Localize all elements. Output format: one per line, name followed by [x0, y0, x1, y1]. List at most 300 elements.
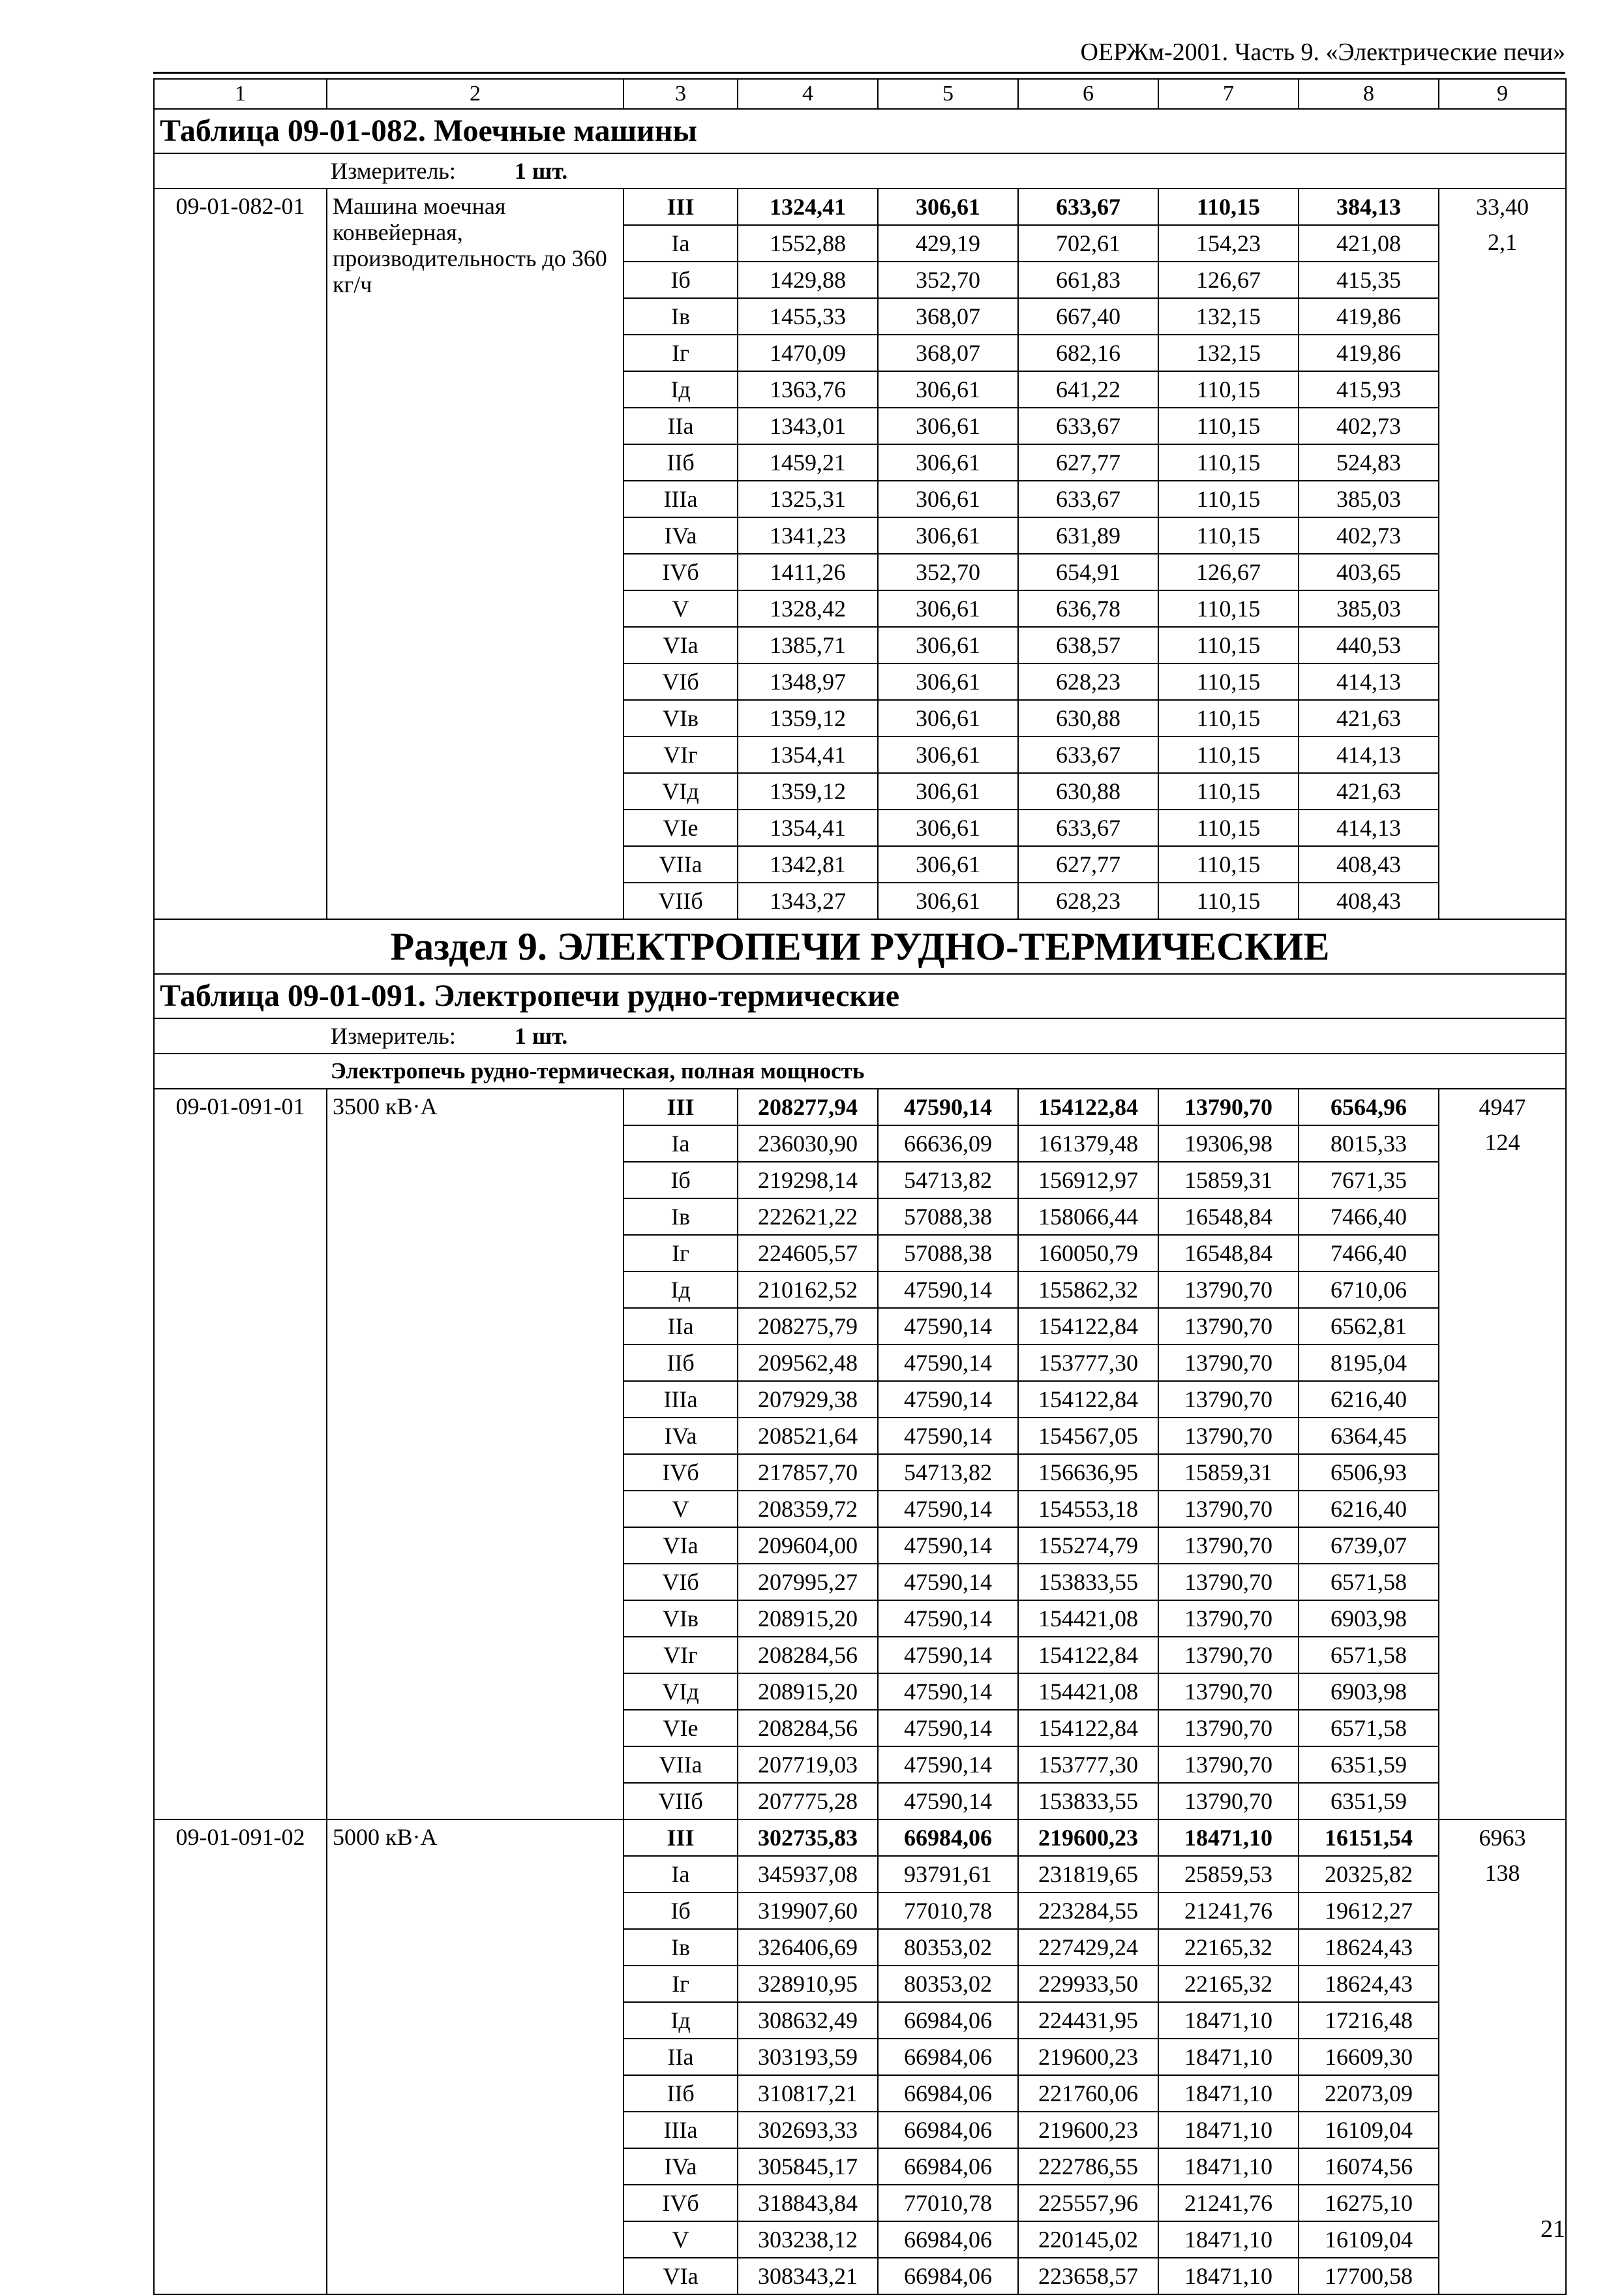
value-cell: 155274,79	[1018, 1527, 1158, 1564]
value-cell: 7671,35	[1299, 1162, 1439, 1198]
value-cell: 6364,45	[1299, 1418, 1439, 1454]
value-cell: 384,13	[1299, 189, 1439, 225]
region-cell: Iд	[624, 2002, 738, 2039]
value-cell: 208284,56	[738, 1710, 878, 1746]
value-cell: 224431,95	[1018, 2002, 1158, 2039]
value-cell: 352,70	[878, 262, 1018, 298]
region-cell: Iб	[624, 1892, 738, 1929]
value-cell: 219600,23	[1018, 2112, 1158, 2148]
value-cell: 110,15	[1158, 700, 1299, 737]
region-cell: VIa	[624, 1527, 738, 1564]
value-cell: 80353,02	[878, 1966, 1018, 2002]
region-cell: IIб	[624, 1345, 738, 1381]
value-cell: 633,67	[1018, 810, 1158, 846]
value-cell: 414,13	[1299, 810, 1439, 846]
section-title: Раздел 9. ЭЛЕКТРОПЕЧИ РУДНО-ТЕРМИЧЕСКИЕ	[154, 919, 1566, 974]
region-cell: VIe	[624, 1710, 738, 1746]
value-cell: 161379,48	[1018, 1125, 1158, 1162]
value-cell: 13790,70	[1158, 1527, 1299, 1564]
value-cell: 8015,33	[1299, 1125, 1439, 1162]
value-cell: 8195,04	[1299, 1345, 1439, 1381]
value-cell: 6216,40	[1299, 1491, 1439, 1527]
value-cell: 702,61	[1018, 225, 1158, 262]
region-cell: IIб	[624, 444, 738, 481]
subheading: Электропечь рудно-термическая, полная мощность	[154, 1054, 1566, 1089]
value-cell: 16548,84	[1158, 1198, 1299, 1235]
value-cell: 1455,33	[738, 298, 878, 335]
value-cell: 352,70	[878, 554, 1018, 590]
value-cell: 306,61	[878, 737, 1018, 773]
value-cell: 219600,23	[1018, 2039, 1158, 2075]
value-cell: 1385,71	[738, 627, 878, 663]
value-cell: 225557,96	[1018, 2185, 1158, 2221]
value-cell: 154122,84	[1018, 1308, 1158, 1345]
value-cell: 631,89	[1018, 517, 1158, 554]
column-9-value: 4947	[1479, 1094, 1526, 1120]
column-9-value: 124	[1484, 1129, 1520, 1155]
value-cell: 47590,14	[878, 1345, 1018, 1381]
region-cell: IIIa	[624, 2112, 738, 2148]
value-cell: 627,77	[1018, 444, 1158, 481]
value-cell: 154553,18	[1018, 1491, 1158, 1527]
value-cell: 421,63	[1299, 700, 1439, 737]
region-cell: Iв	[624, 1198, 738, 1235]
value-cell: 1359,12	[738, 773, 878, 810]
value-cell: 682,16	[1018, 335, 1158, 371]
value-cell: 1348,97	[738, 663, 878, 700]
value-cell: 524,83	[1299, 444, 1439, 481]
value-cell: 236030,90	[738, 1125, 878, 1162]
value-cell: 636,78	[1018, 590, 1158, 627]
value-cell: 17216,48	[1299, 2002, 1439, 2039]
value-cell: 1363,76	[738, 371, 878, 408]
value-cell: 154421,08	[1018, 1600, 1158, 1637]
value-cell: 308343,21	[738, 2258, 878, 2294]
value-cell: 6571,58	[1299, 1710, 1439, 1746]
value-cell: 66984,06	[878, 2002, 1018, 2039]
value-cell: 47590,14	[878, 1746, 1018, 1783]
region-cell: Ia	[624, 225, 738, 262]
value-cell: 207775,28	[738, 1783, 878, 1819]
value-cell: 66984,06	[878, 2112, 1018, 2148]
region-cell: IIa	[624, 2039, 738, 2075]
column-9-value: 2,1	[1488, 229, 1517, 255]
value-cell: 641,22	[1018, 371, 1158, 408]
value-cell: 306,61	[878, 846, 1018, 883]
value-cell: 13790,70	[1158, 1746, 1299, 1783]
value-cell: 66984,06	[878, 2221, 1018, 2258]
value-cell: 18471,10	[1158, 2221, 1299, 2258]
value-cell: 6216,40	[1299, 1381, 1439, 1418]
value-cell: 15859,31	[1158, 1162, 1299, 1198]
value-cell: 1325,31	[738, 481, 878, 517]
value-cell: 220145,02	[1018, 2221, 1158, 2258]
value-cell: 13790,70	[1158, 1637, 1299, 1673]
column-number: 5	[878, 79, 1018, 109]
value-cell: 13790,70	[1158, 1308, 1299, 1345]
value-cell: 153777,30	[1018, 1746, 1158, 1783]
unit-value: 1 шт.	[514, 1023, 568, 1049]
table-row	[154, 1089, 1566, 1125]
value-cell: 13790,70	[1158, 1710, 1299, 1746]
value-cell: 18471,10	[1158, 2039, 1299, 2075]
value-cell: 207719,03	[738, 1746, 878, 1783]
value-cell: 154122,84	[1018, 1637, 1158, 1673]
value-cell: 6506,93	[1299, 1454, 1439, 1491]
value-cell: 306,61	[878, 408, 1018, 444]
value-cell: 303193,59	[738, 2039, 878, 2075]
column-number: 3	[624, 79, 738, 109]
value-cell: 22073,09	[1299, 2075, 1439, 2112]
region-cell: Iв	[624, 298, 738, 335]
value-cell: 21241,76	[1158, 2185, 1299, 2221]
value-cell: 1341,23	[738, 517, 878, 554]
value-cell: 54713,82	[878, 1162, 1018, 1198]
value-cell: 429,19	[878, 225, 1018, 262]
region-cell: IIa	[624, 408, 738, 444]
value-cell: 633,67	[1018, 737, 1158, 773]
value-cell: 18624,43	[1299, 1966, 1439, 2002]
region-cell: VIIб	[624, 883, 738, 919]
region-cell: VIг	[624, 1637, 738, 1673]
value-cell: 110,15	[1158, 627, 1299, 663]
value-cell: 16548,84	[1158, 1235, 1299, 1271]
value-cell: 54713,82	[878, 1454, 1018, 1491]
item-code: 09-01-082-01	[154, 189, 327, 919]
value-cell: 223284,55	[1018, 1892, 1158, 1929]
value-cell: 219600,23	[1018, 1819, 1158, 1856]
value-cell: 1342,81	[738, 846, 878, 883]
value-cell: 440,53	[1299, 627, 1439, 663]
value-cell: 208284,56	[738, 1637, 878, 1673]
value-cell: 385,03	[1299, 590, 1439, 627]
value-cell: 415,93	[1299, 371, 1439, 408]
value-cell: 308632,49	[738, 2002, 878, 2039]
value-cell: 18624,43	[1299, 1929, 1439, 1966]
region-cell: VIг	[624, 737, 738, 773]
value-cell: 6571,58	[1299, 1637, 1439, 1673]
region-cell: VIв	[624, 1600, 738, 1637]
region-cell: Iг	[624, 335, 738, 371]
value-cell: 13790,70	[1158, 1600, 1299, 1637]
value-cell: 1470,09	[738, 335, 878, 371]
value-cell: 306,61	[878, 773, 1018, 810]
value-cell: 1411,26	[738, 554, 878, 590]
value-cell: 222786,55	[1018, 2148, 1158, 2185]
value-cell: 57088,38	[878, 1198, 1018, 1235]
value-cell: 110,15	[1158, 737, 1299, 773]
value-cell: 630,88	[1018, 773, 1158, 810]
value-cell: 306,61	[878, 700, 1018, 737]
column-9-value: 33,40	[1476, 194, 1529, 220]
value-cell: 209562,48	[738, 1345, 878, 1381]
region-cell: IVa	[624, 2148, 738, 2185]
value-cell: 47590,14	[878, 1637, 1018, 1673]
value-cell: 20325,82	[1299, 1856, 1439, 1892]
unit-cell	[154, 1018, 1566, 1054]
value-cell: 110,15	[1158, 481, 1299, 517]
value-cell: 414,13	[1299, 663, 1439, 700]
value-cell: 22165,32	[1158, 1966, 1299, 2002]
value-cell: 6903,98	[1299, 1673, 1439, 1710]
region-cell: VIe	[624, 810, 738, 846]
value-cell: 414,13	[1299, 737, 1439, 773]
table-title: Таблица 09-01-082. Моечные машины	[154, 109, 1566, 153]
value-cell: 47590,14	[878, 1783, 1018, 1819]
value-cell: 13790,70	[1158, 1381, 1299, 1418]
value-cell: 208915,20	[738, 1673, 878, 1710]
region-cell: III	[624, 1089, 738, 1125]
value-cell: 385,03	[1299, 481, 1439, 517]
region-cell: Iб	[624, 262, 738, 298]
value-cell: 110,15	[1158, 590, 1299, 627]
value-cell: 154122,84	[1018, 1710, 1158, 1746]
region-cell: Ia	[624, 1856, 738, 1892]
value-cell: 328910,95	[738, 1966, 878, 2002]
value-cell: 408,43	[1299, 883, 1439, 919]
region-cell: VIб	[624, 1564, 738, 1600]
value-cell: 633,67	[1018, 408, 1158, 444]
value-cell: 229933,50	[1018, 1966, 1158, 2002]
column-number: 7	[1158, 79, 1299, 109]
value-cell: 6351,59	[1299, 1746, 1439, 1783]
value-cell: 13790,70	[1158, 1783, 1299, 1819]
value-cell: 154122,84	[1018, 1381, 1158, 1418]
value-cell: 402,73	[1299, 517, 1439, 554]
value-cell: 110,15	[1158, 189, 1299, 225]
value-cell: 302735,83	[738, 1819, 878, 1856]
region-cell: IVб	[624, 554, 738, 590]
value-cell: 154,23	[1158, 225, 1299, 262]
value-cell: 231819,65	[1018, 1856, 1158, 1892]
column-number: 6	[1018, 79, 1158, 109]
value-cell: 110,15	[1158, 444, 1299, 481]
value-cell: 368,07	[878, 298, 1018, 335]
value-cell: 654,91	[1018, 554, 1158, 590]
running-header: ОЕРЖм-2001. Часть 9. «Электрические печи»	[1080, 38, 1565, 66]
region-cell: IIIa	[624, 1381, 738, 1418]
value-cell: 303238,12	[738, 2221, 878, 2258]
value-cell: 207995,27	[738, 1564, 878, 1600]
value-cell: 633,67	[1018, 481, 1158, 517]
region-cell: VIд	[624, 773, 738, 810]
value-cell: 13790,70	[1158, 1271, 1299, 1308]
value-cell: 1324,41	[738, 189, 878, 225]
value-cell: 16109,04	[1299, 2112, 1439, 2148]
value-cell: 158066,44	[1018, 1198, 1158, 1235]
column-9-cell	[1439, 1089, 1566, 1819]
column-number-row	[154, 79, 1566, 109]
value-cell: 345937,08	[738, 1856, 878, 1892]
unit-label: Измеритель:	[331, 1023, 456, 1049]
value-cell: 66984,06	[878, 2075, 1018, 2112]
value-cell: 47590,14	[878, 1089, 1018, 1125]
value-cell: 628,23	[1018, 663, 1158, 700]
column-number: 8	[1299, 79, 1439, 109]
value-cell: 18471,10	[1158, 2002, 1299, 2039]
value-cell: 19306,98	[1158, 1125, 1299, 1162]
value-cell: 160050,79	[1018, 1235, 1158, 1271]
region-cell: VIa	[624, 627, 738, 663]
region-cell: Iд	[624, 1271, 738, 1308]
value-cell: 153833,55	[1018, 1564, 1158, 1600]
unit-label: Измеритель:	[331, 158, 456, 184]
value-cell: 368,07	[878, 335, 1018, 371]
value-cell: 13790,70	[1158, 1673, 1299, 1710]
region-cell: Ia	[624, 1125, 738, 1162]
value-cell: 66636,09	[878, 1125, 1018, 1162]
value-cell: 132,15	[1158, 298, 1299, 335]
value-cell: 638,57	[1018, 627, 1158, 663]
region-cell: Iг	[624, 1966, 738, 2002]
value-cell: 47590,14	[878, 1491, 1018, 1527]
value-cell: 306,61	[878, 810, 1018, 846]
region-cell: IVa	[624, 517, 738, 554]
region-cell: VIб	[624, 663, 738, 700]
value-cell: 306,61	[878, 444, 1018, 481]
value-cell: 110,15	[1158, 810, 1299, 846]
value-cell: 126,67	[1158, 262, 1299, 298]
value-cell: 1359,12	[738, 700, 878, 737]
region-cell: IVa	[624, 1418, 738, 1454]
value-cell: 1459,21	[738, 444, 878, 481]
value-cell: 318843,84	[738, 2185, 878, 2221]
value-cell: 18471,10	[1158, 2258, 1299, 2294]
column-9-value: 138	[1484, 1860, 1520, 1886]
value-cell: 326406,69	[738, 1929, 878, 1966]
value-cell: 13790,70	[1158, 1089, 1299, 1125]
value-cell: 1343,01	[738, 408, 878, 444]
value-cell: 6351,59	[1299, 1783, 1439, 1819]
value-cell: 153777,30	[1018, 1345, 1158, 1381]
region-cell: IIIa	[624, 481, 738, 517]
value-cell: 80353,02	[878, 1929, 1018, 1966]
value-cell: 15859,31	[1158, 1454, 1299, 1491]
value-cell: 421,63	[1299, 773, 1439, 810]
value-cell: 6564,96	[1299, 1089, 1439, 1125]
value-cell: 1429,88	[738, 262, 878, 298]
value-cell: 1343,27	[738, 883, 878, 919]
value-cell: 154421,08	[1018, 1673, 1158, 1710]
value-cell: 306,61	[878, 481, 1018, 517]
value-cell: 6903,98	[1299, 1600, 1439, 1637]
value-cell: 6710,06	[1299, 1271, 1439, 1308]
value-cell: 156912,97	[1018, 1162, 1158, 1198]
unit-row	[154, 1018, 1566, 1054]
value-cell: 421,08	[1299, 225, 1439, 262]
item-code: 09-01-091-02	[154, 1819, 327, 2294]
value-cell: 7466,40	[1299, 1198, 1439, 1235]
subheading-row	[154, 1054, 1566, 1089]
value-cell: 1552,88	[738, 225, 878, 262]
table-title: Таблица 09-01-091. Электропечи рудно-термические	[154, 974, 1566, 1018]
value-cell: 319907,60	[738, 1892, 878, 1929]
value-cell: 154567,05	[1018, 1418, 1158, 1454]
value-cell: 153833,55	[1018, 1783, 1158, 1819]
value-cell: 47590,14	[878, 1381, 1018, 1418]
column-number: 9	[1439, 79, 1566, 109]
value-cell: 13790,70	[1158, 1491, 1299, 1527]
value-cell: 222621,22	[738, 1198, 878, 1235]
value-cell: 208277,94	[738, 1089, 878, 1125]
value-cell: 47590,14	[878, 1673, 1018, 1710]
table-title-row	[154, 109, 1566, 153]
region-cell: VIIa	[624, 846, 738, 883]
value-cell: 208915,20	[738, 1600, 878, 1637]
column-9-value: 6963	[1479, 1825, 1526, 1851]
value-cell: 1328,42	[738, 590, 878, 627]
value-cell: 6739,07	[1299, 1527, 1439, 1564]
unit-cell	[154, 153, 1566, 189]
region-cell: V	[624, 2221, 738, 2258]
value-cell: 6562,81	[1299, 1308, 1439, 1345]
value-cell: 403,65	[1299, 554, 1439, 590]
value-cell: 306,61	[878, 663, 1018, 700]
value-cell: 402,73	[1299, 408, 1439, 444]
value-cell: 18471,10	[1158, 2075, 1299, 2112]
value-cell: 13790,70	[1158, 1418, 1299, 1454]
column-9-cell	[1439, 189, 1566, 919]
value-cell: 1354,41	[738, 810, 878, 846]
value-cell: 13790,70	[1158, 1564, 1299, 1600]
value-cell: 110,15	[1158, 517, 1299, 554]
header-rule	[153, 72, 1565, 74]
region-cell: VIIб	[624, 1783, 738, 1819]
value-cell: 19612,27	[1299, 1892, 1439, 1929]
value-cell: 47590,14	[878, 1418, 1018, 1454]
region-cell: Iв	[624, 1929, 738, 1966]
value-cell: 110,15	[1158, 371, 1299, 408]
value-cell: 306,61	[878, 590, 1018, 627]
value-cell: 57088,38	[878, 1235, 1018, 1271]
value-cell: 154122,84	[1018, 1089, 1158, 1125]
value-cell: 18471,10	[1158, 2148, 1299, 2185]
value-cell: 156636,95	[1018, 1454, 1158, 1491]
page-number: 21	[1541, 2215, 1565, 2243]
value-cell: 306,61	[878, 517, 1018, 554]
value-cell: 77010,78	[878, 1892, 1018, 1929]
region-cell: V	[624, 1491, 738, 1527]
value-cell: 630,88	[1018, 700, 1158, 737]
region-cell: IVб	[624, 2185, 738, 2221]
table-row	[154, 189, 1566, 225]
value-cell: 667,40	[1018, 298, 1158, 335]
value-cell: 306,61	[878, 371, 1018, 408]
value-cell: 93791,61	[878, 1856, 1018, 1892]
section-title-row	[154, 919, 1566, 974]
value-cell: 66984,06	[878, 2258, 1018, 2294]
value-cell: 408,43	[1299, 846, 1439, 883]
value-cell: 627,77	[1018, 846, 1158, 883]
value-cell: 208521,64	[738, 1418, 878, 1454]
value-cell: 419,86	[1299, 298, 1439, 335]
value-cell: 47590,14	[878, 1308, 1018, 1345]
value-cell: 110,15	[1158, 883, 1299, 919]
value-cell: 419,86	[1299, 335, 1439, 371]
value-cell: 126,67	[1158, 554, 1299, 590]
region-cell: VIв	[624, 700, 738, 737]
value-cell: 223658,57	[1018, 2258, 1158, 2294]
unit-row	[154, 153, 1566, 189]
region-cell: V	[624, 590, 738, 627]
value-cell: 227429,24	[1018, 1929, 1158, 1966]
value-cell: 47590,14	[878, 1710, 1018, 1746]
value-cell: 221760,06	[1018, 2075, 1158, 2112]
value-cell: 7466,40	[1299, 1235, 1439, 1271]
region-cell: IVб	[624, 1454, 738, 1491]
value-cell: 77010,78	[878, 2185, 1018, 2221]
unit-value: 1 шт.	[514, 158, 568, 184]
